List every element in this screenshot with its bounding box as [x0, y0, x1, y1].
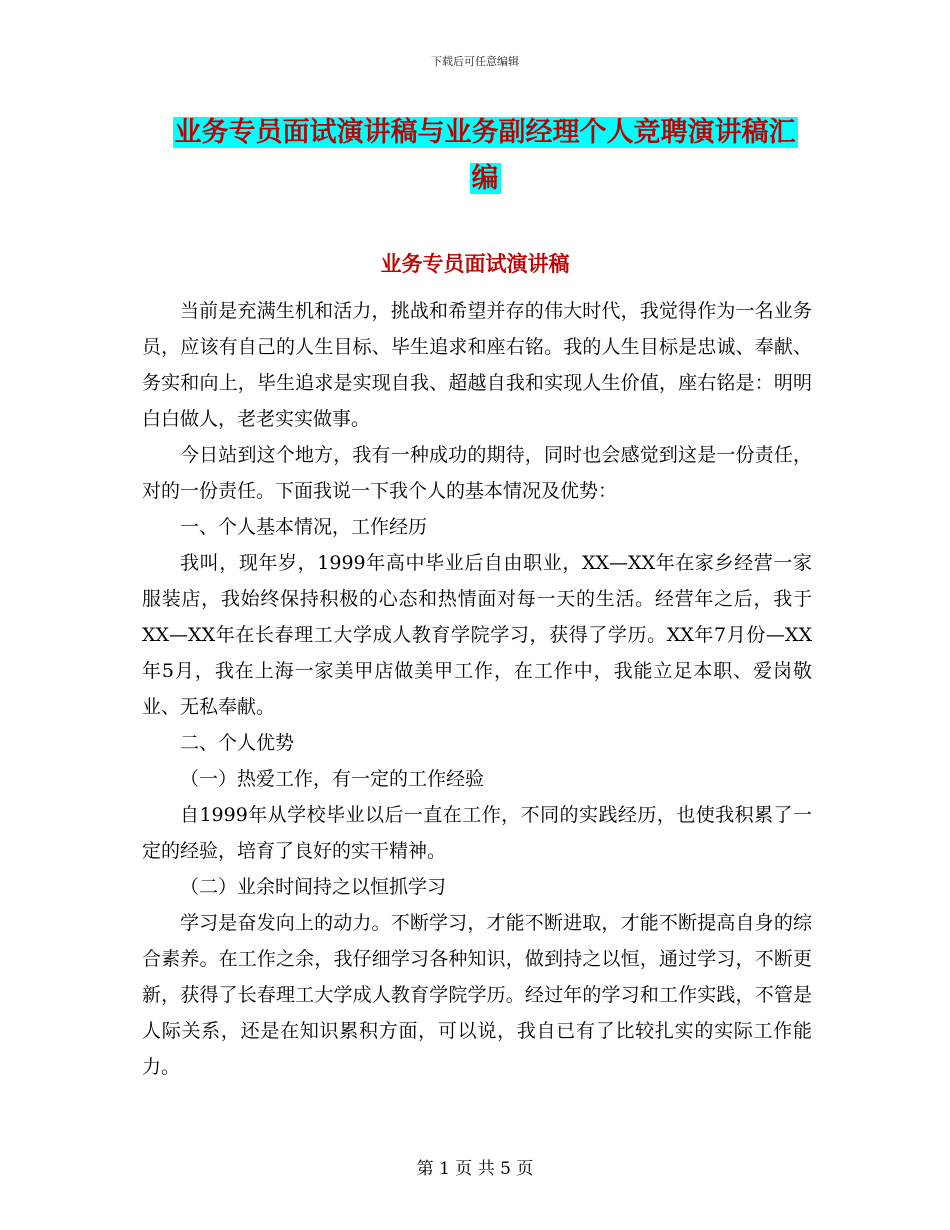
section-heading: 一、个人基本情况，工作经历	[180, 516, 428, 538]
title-line-2: 编	[471, 163, 499, 194]
paragraph: 自1999年从学校毕业以后一直在工作，不同的实践经历，也使我积累了一定的经验，培育了良好的实干精神。	[142, 804, 812, 862]
paragraph: 我叫，现年岁，1999年高中毕业后自由职业，XX—XX年在家乡经营一家服装店，我始终保持积极的心态和热情面对每一天的生活。经营年之后，我于XX—XX年在长春理工大学成人教育学院学习，获得了学历。XX年7月份—XX年5月，我在上海一家美甲店做美甲工作，在工作中，我能立足本职、爱岗敬业、无私奉献。	[142, 552, 812, 718]
title-line-1: 业务专员面试演讲稿与业务副经理个人竞聘演讲稿汇	[174, 117, 796, 148]
document-body	[142, 293, 812, 1085]
page-header: 下载后可任意编辑	[431, 55, 519, 68]
section-title: 业务专员面试演讲稿	[380, 252, 570, 276]
section-heading: 二、个人优势	[180, 732, 295, 754]
document-title	[150, 110, 820, 202]
paragraph: 学习是奋发向上的动力。不断学习，才能不断进取，才能不断提高自身的综合素养。在工作之余，我仔细学习各种知识，做到持之以恒，通过学习，不断更新，获得了长春理工大学成人教育学院学历。经过年的学习和工作实践，不管是人际关系，还是在知识累积方面，可以说，我自已有了比较扎实的实际工作能力。	[142, 912, 812, 1078]
page-footer: 第 1 页 共 5 页	[416, 1159, 534, 1179]
subsection-heading: （二）业余时间持之以恒抓学习	[180, 876, 447, 898]
subsection-heading: （一）热爱工作，有一定的工作经验	[180, 768, 485, 790]
paragraph: 当前是充满生机和活力，挑战和希望并存的伟大时代，我觉得作为一名业务员，应该有自己的人生目标、毕生追求和座右铭。我的人生目标是忠诚、奉献、务实和向上，毕生追求是实现自我、超越自我和实现人生价值，座右铭是：明明白白做人，老老实实做事。	[142, 300, 812, 430]
paragraph: 今日站到这个地方，我有一种成功的期待，同时也会感觉到这是一份责任，对的一份责任。下面我说一下我个人的基本情况及优势：	[142, 444, 812, 502]
